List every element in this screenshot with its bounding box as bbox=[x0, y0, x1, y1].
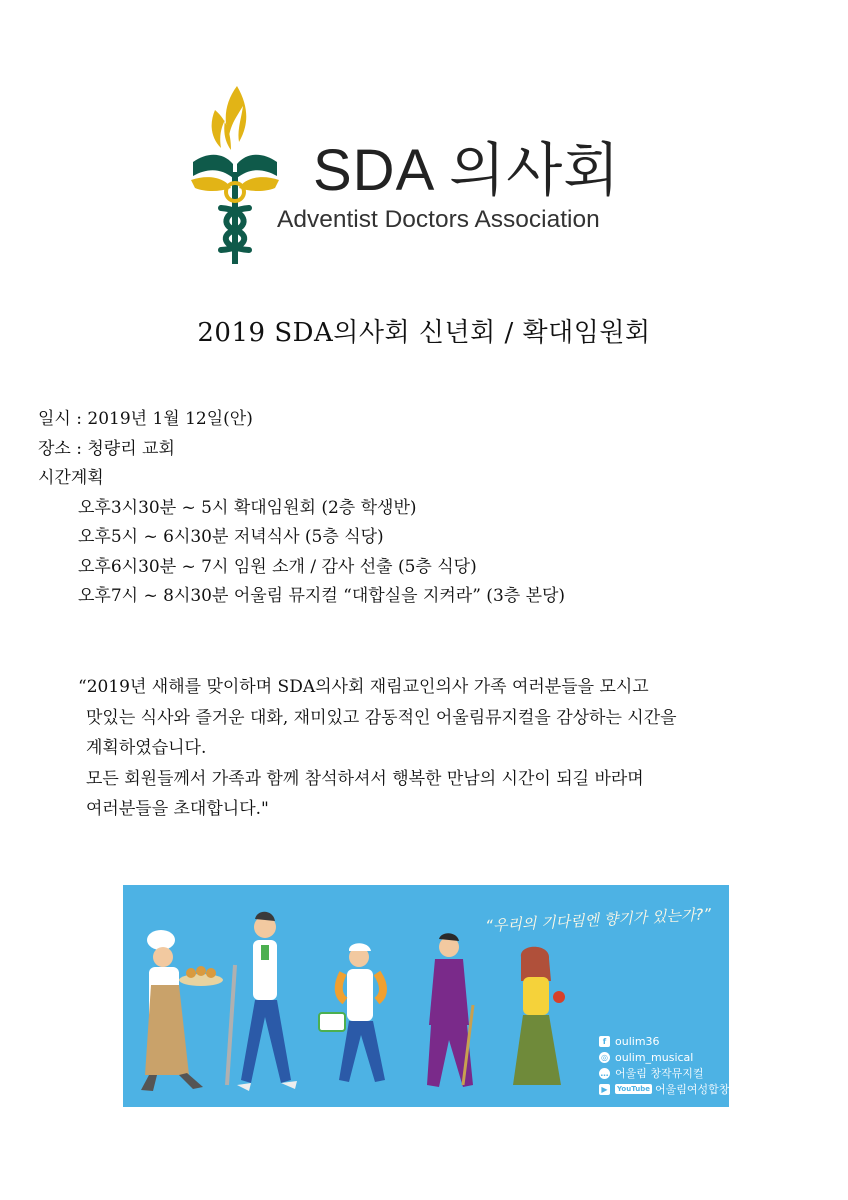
social-youtube-label: 어울림여성합창단 bbox=[654, 1083, 740, 1096]
social-links bbox=[599, 1033, 740, 1097]
event-info bbox=[38, 405, 565, 612]
gentleman-figure-icon bbox=[427, 933, 473, 1087]
woman-figure-icon bbox=[513, 947, 565, 1085]
event-date: 일시 : 2019년 1월 12일(안) bbox=[38, 409, 253, 429]
invitation-line: 맛있는 식사와 즐거운 대화, 재미있고 감동적인 어울림뮤지컬을 감상하는 시간을 bbox=[86, 707, 677, 728]
instagram-icon: ◎ bbox=[599, 1052, 610, 1063]
schedule-heading: 시간계획 bbox=[38, 468, 104, 488]
schedule-item: 오후5시 ~ 6시30분 저녁식사 (5층 식당) bbox=[78, 527, 384, 547]
caduceus-emblem-icon bbox=[185, 80, 285, 270]
social-facebook-label: oulim36 bbox=[615, 1034, 660, 1048]
chef-figure-icon bbox=[141, 930, 223, 1091]
invitation-line: “2019년 새해를 맞이하며 SDA의사회 재림교인의사 가족 여러분들을 모시고 bbox=[78, 677, 649, 697]
logo-title: SDA 의사회 bbox=[313, 138, 621, 203]
musical-poster bbox=[123, 885, 740, 1107]
invitation-line: 계획하였습니다. bbox=[86, 738, 207, 758]
page-title: 2019 SDA의사회 신년회 / 확대임원회 bbox=[197, 318, 651, 348]
youtube-icon: ▶ bbox=[599, 1084, 610, 1095]
logo-subtitle: Adventist Doctors Association bbox=[277, 206, 600, 233]
social-youtube[interactable] bbox=[599, 1081, 740, 1097]
chat-icon: … bbox=[600, 1068, 609, 1078]
youtube-badge: YouTube bbox=[617, 1085, 650, 1093]
social-facebook[interactable] bbox=[599, 1033, 740, 1049]
social-chat-label: 어울림 창작뮤지컬 bbox=[615, 1067, 704, 1080]
invitation-line: 여러분들을 초대합니다." bbox=[86, 799, 269, 819]
invitation-text bbox=[78, 672, 677, 825]
schedule-item: 오후3시30분 ~ 5시 확대임원회 (2층 학생반) bbox=[78, 497, 417, 518]
patient-figure-icon bbox=[227, 912, 297, 1091]
schedule-item: 오후6시30분 ~ 7시 임원 소개 / 감사 선출 (5층 식당) bbox=[78, 556, 477, 577]
facebook-icon: f bbox=[599, 1036, 610, 1047]
social-chat[interactable] bbox=[599, 1065, 740, 1081]
poster-quote: “우리의 기다림엔 향기가 있는가?” bbox=[484, 905, 712, 935]
schedule-item: 오후7시 ~ 8시30분 어울림 뮤지컬 “대합실을 지켜라” (3층 본당) bbox=[78, 586, 566, 606]
event-place: 장소 : 청량리 교회 bbox=[38, 438, 175, 459]
doctor-figure-icon bbox=[319, 943, 385, 1082]
sda-logo bbox=[185, 80, 665, 280]
social-instagram[interactable] bbox=[599, 1049, 740, 1065]
invitation-line: 모든 회원들께서 가족과 함께 참석하셔서 행복한 만남의 시간이 되길 바라며 bbox=[86, 768, 644, 789]
social-instagram-label: oulim_musical bbox=[615, 1050, 694, 1064]
